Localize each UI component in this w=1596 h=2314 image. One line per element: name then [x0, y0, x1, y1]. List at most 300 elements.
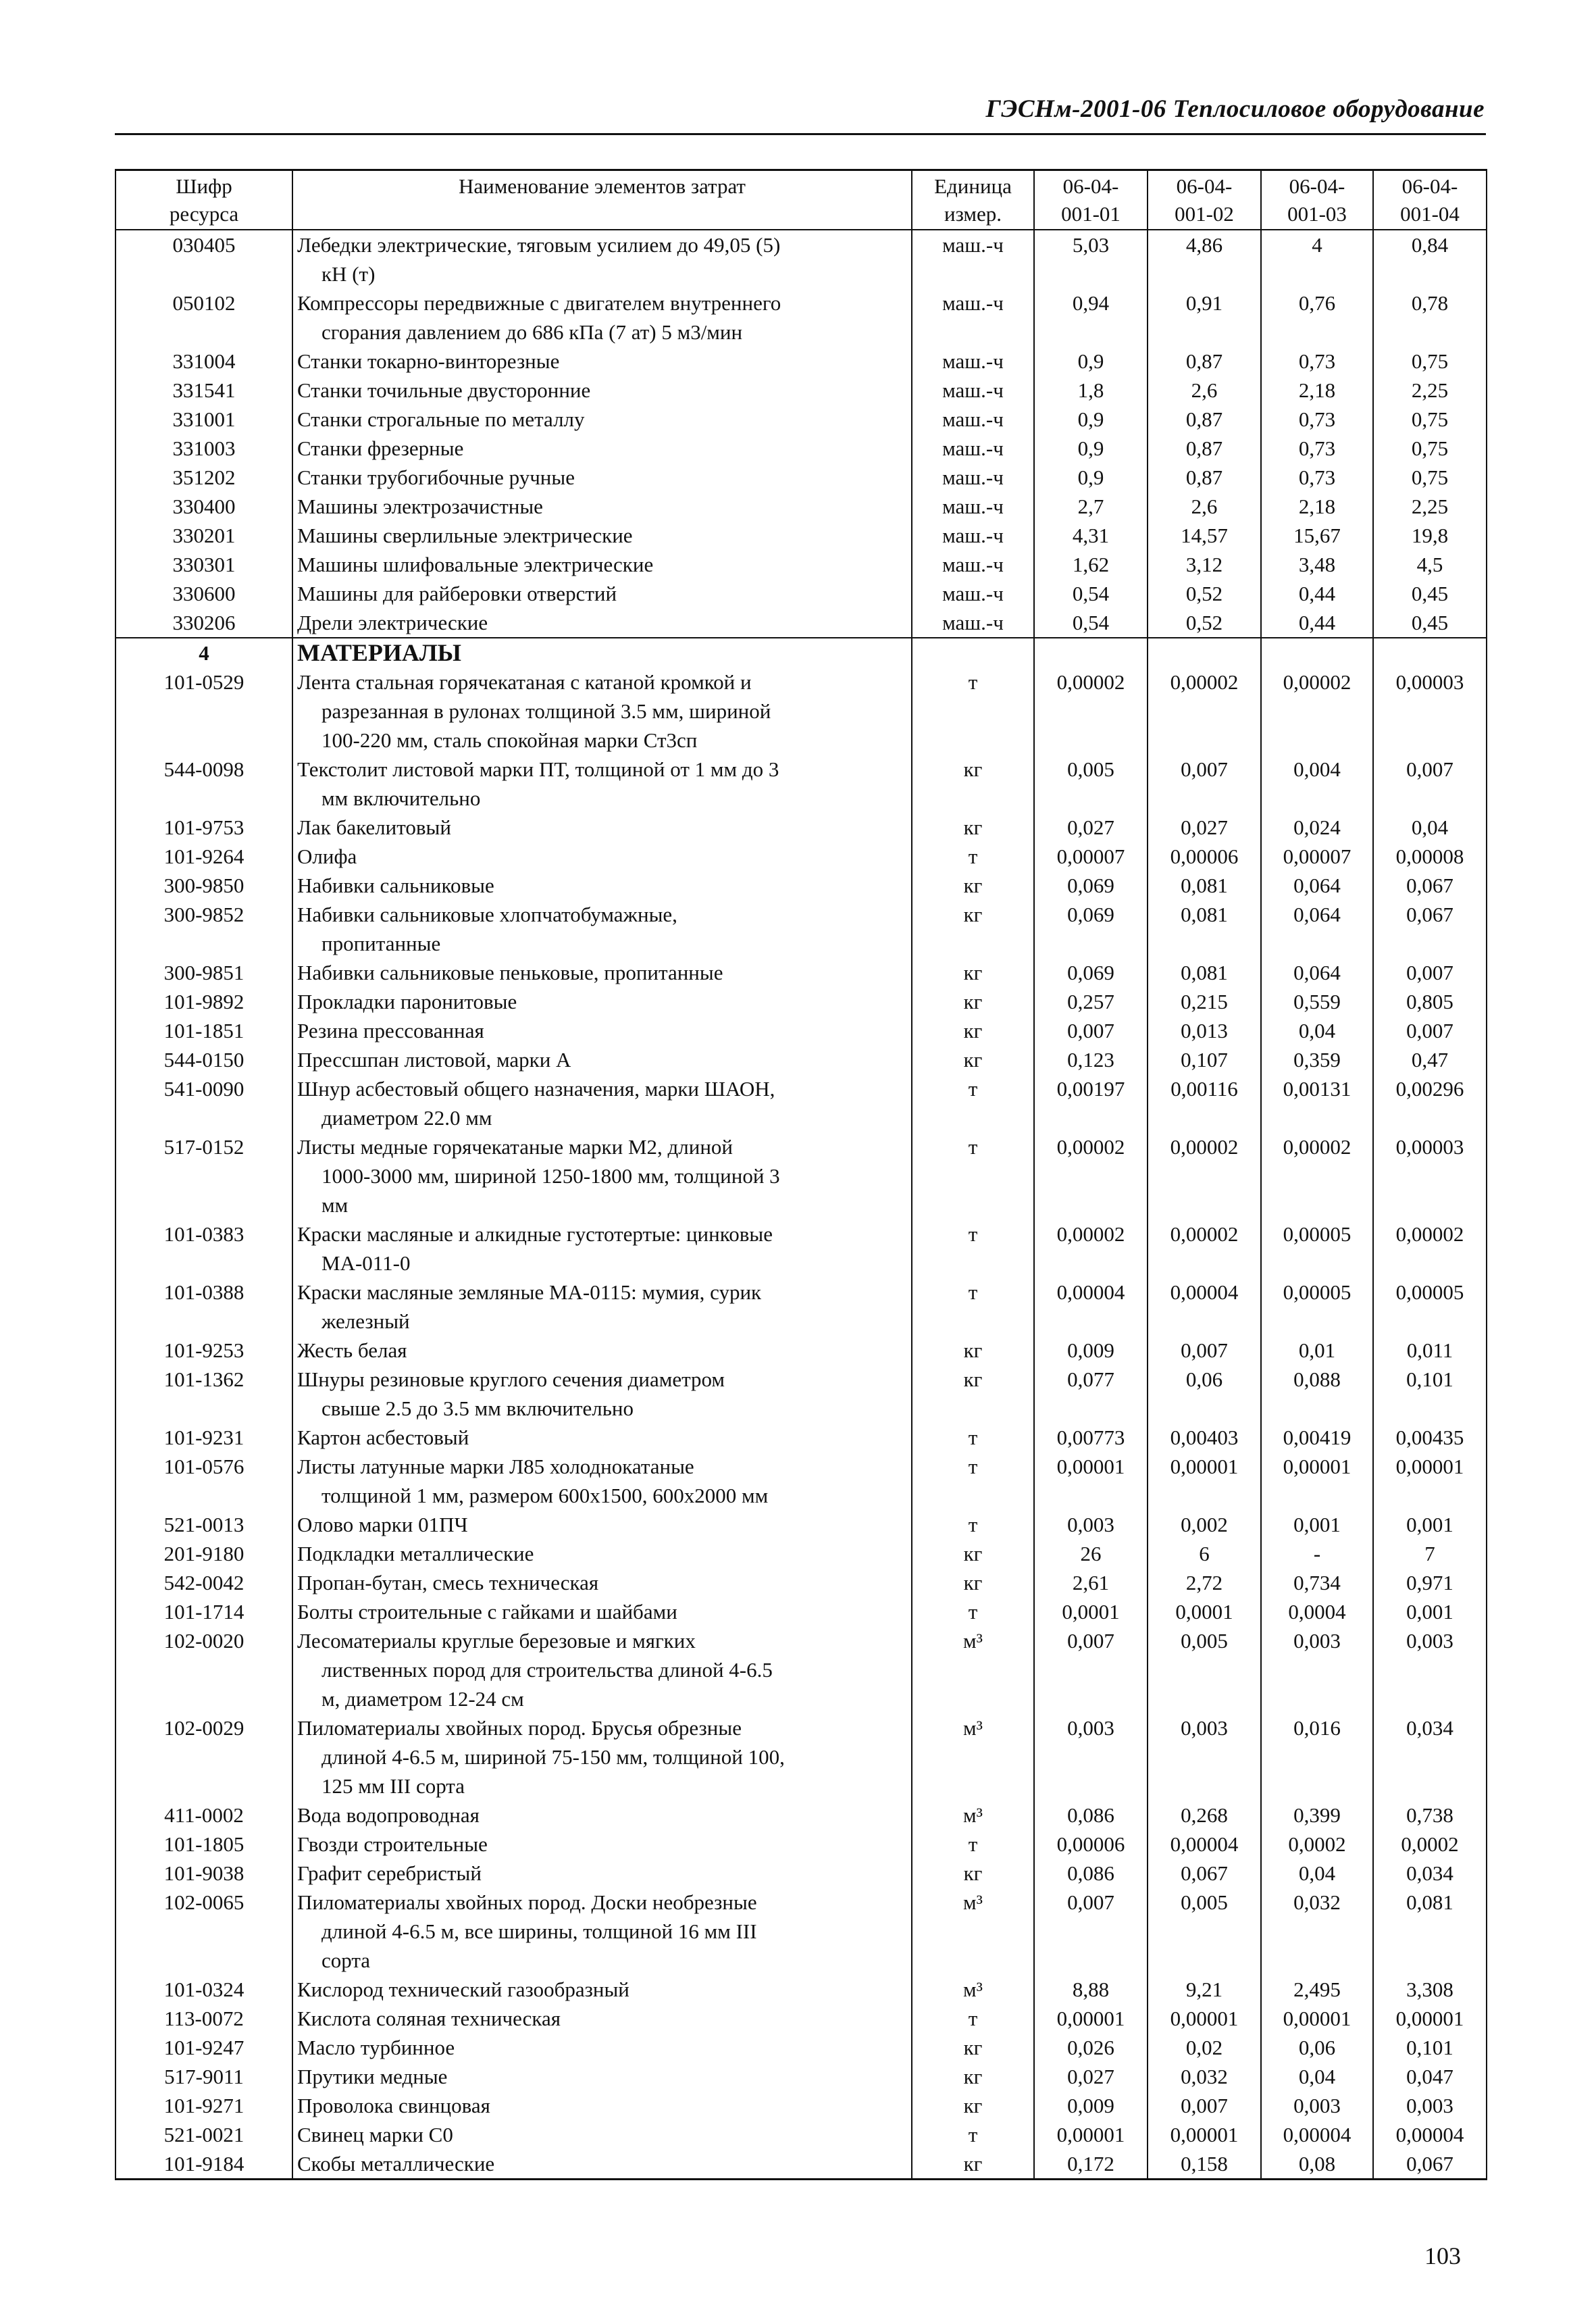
rate-value-col-01: 0,257 — [1034, 987, 1148, 1016]
rate-value-col-03: 0,734 — [1261, 1568, 1373, 1597]
rate-value-col-03: 0,00005 — [1261, 1219, 1373, 1278]
table-row — [115, 1801, 1487, 1830]
resource-code: 113-0072 — [115, 2004, 292, 2033]
rate-value-col-03: 0,04 — [1261, 2062, 1373, 2091]
rate-value-col-03: 0,01 — [1261, 1336, 1373, 1365]
rate-value-col-03: 0,004 — [1261, 755, 1373, 813]
table-row — [115, 813, 1487, 842]
rate-value-col-02: 0,003 — [1148, 1713, 1261, 1801]
rate-value-col-04: 0,007 — [1373, 958, 1487, 987]
unit-of-measure: маш.-ч — [912, 434, 1034, 463]
rate-value-col-03: 2,18 — [1261, 492, 1373, 521]
rate-value-col-04: 0,00435 — [1373, 1423, 1487, 1452]
header-line: 001-01 — [1061, 202, 1121, 226]
rate-value-col-02: 0,02 — [1148, 2033, 1261, 2062]
rate-value-col-02: 0,00116 — [1148, 1074, 1261, 1132]
resource-code: 101-1851 — [115, 1016, 292, 1045]
table-row — [115, 492, 1487, 521]
rate-value-col-04: 0,45 — [1373, 579, 1487, 608]
resource-code: 331001 — [115, 405, 292, 434]
resource-name-line: Графит серебристый — [297, 1861, 482, 1885]
table-row — [115, 900, 1487, 958]
header-col-01 — [1034, 170, 1148, 230]
resource-name — [292, 638, 912, 668]
resource-code: 101-0388 — [115, 1278, 292, 1336]
resource-name — [292, 2149, 912, 2180]
table-row — [115, 1830, 1487, 1859]
rate-value-col-03: 0,00002 — [1261, 668, 1373, 755]
resource-name-continuation: железный — [321, 1309, 410, 1333]
resource-name-continuation: свыше 2.5 до 3.5 мм включительно — [321, 1397, 634, 1420]
resource-code: 300-9852 — [115, 900, 292, 958]
resource-code: 101-9271 — [115, 2091, 292, 2120]
rate-value-col-01: 5,03 — [1034, 230, 1148, 288]
resource-name — [292, 434, 912, 463]
resource-name-line: Машины для райберовки отверстий — [297, 582, 617, 605]
resource-name-line: Кислород технический газообразный — [297, 1978, 629, 2001]
rate-value-col-04: 0,034 — [1373, 1859, 1487, 1888]
resource-name — [292, 987, 912, 1016]
rate-value-col-02: 0,00004 — [1148, 1830, 1261, 1859]
resource-code: 331004 — [115, 347, 292, 376]
rate-value-col-02: 0,00001 — [1148, 2120, 1261, 2149]
resource-name — [292, 1074, 912, 1132]
rate-value-col-03: 0,44 — [1261, 608, 1373, 638]
resource-name-line: Текстолит листовой марки ПТ, толщиной от 1 мм до 3 — [297, 757, 779, 781]
resource-name-line: Прутики медные — [297, 2065, 448, 2088]
resource-code: 4 — [115, 638, 292, 668]
unit-of-measure: маш.-ч — [912, 608, 1034, 638]
rate-value-col-03: 0,003 — [1261, 1626, 1373, 1713]
table-row — [115, 2062, 1487, 2091]
resource-name-line: Станки строгальные по металлу — [297, 407, 585, 431]
unit-of-measure: т — [912, 842, 1034, 871]
resource-name-continuation: сгорания давлением до 686 кПа (7 ат) 5 м3/мин — [321, 320, 743, 344]
rate-value-col-04: 0,001 — [1373, 1510, 1487, 1539]
rate-value-col-01: 0,0001 — [1034, 1597, 1148, 1626]
resource-name-line: Лак бакелитовый — [297, 815, 451, 839]
rate-value-col-02: 0,00004 — [1148, 1278, 1261, 1336]
resource-name — [292, 1336, 912, 1365]
rate-value-col-01: 0,069 — [1034, 871, 1148, 900]
section-row — [115, 638, 1487, 668]
rate-value-col-04: 0,011 — [1373, 1336, 1487, 1365]
resource-code: 101-9231 — [115, 1423, 292, 1452]
resource-name-line: Лесоматериалы круглые березовые и мягких — [297, 1629, 696, 1653]
table-row — [115, 608, 1487, 638]
resource-code: 101-9892 — [115, 987, 292, 1016]
rate-value-col-01: 0,027 — [1034, 2062, 1148, 2091]
rate-value-col-02: 0,87 — [1148, 463, 1261, 492]
unit-of-measure: маш.-ч — [912, 550, 1034, 579]
resource-name — [292, 1132, 912, 1219]
unit-of-measure: маш.-ч — [912, 492, 1034, 521]
table-row — [115, 842, 1487, 871]
rate-value-col-01: 0,086 — [1034, 1801, 1148, 1830]
unit-of-measure: т — [912, 2120, 1034, 2149]
rate-value-col-01: 0,00002 — [1034, 1132, 1148, 1219]
rate-value-col-01: 0,00007 — [1034, 842, 1148, 871]
unit-of-measure: т — [912, 1423, 1034, 1452]
rate-value-col-04: 0,081 — [1373, 1888, 1487, 1975]
unit-of-measure: м³ — [912, 1975, 1034, 2004]
header-unit — [912, 170, 1034, 230]
rate-value-col-01: 0,00001 — [1034, 2004, 1148, 2033]
rate-value-col-04: 0,034 — [1373, 1713, 1487, 1801]
resource-name-line: Проволока свинцовая — [297, 2094, 490, 2117]
header-col-02 — [1148, 170, 1261, 230]
page-header-title: ГЭСНм-2001-06 Теплосиловое оборудование — [985, 95, 1485, 123]
rate-value-col-01: 0,54 — [1034, 608, 1148, 638]
rate-value-col-03: 0,00004 — [1261, 2120, 1373, 2149]
resource-name — [292, 608, 912, 638]
resource-code: 101-9038 — [115, 1859, 292, 1888]
rate-value-col-01: 1,8 — [1034, 376, 1148, 405]
resource-name — [292, 1423, 912, 1452]
header-line: Единица — [934, 174, 1012, 198]
rate-value-col-01: 0,00006 — [1034, 1830, 1148, 1859]
resource-name — [292, 842, 912, 871]
rate-value-col-03: - — [1261, 1539, 1373, 1568]
table-row — [115, 1568, 1487, 1597]
resource-name — [292, 463, 912, 492]
resource-name-line: Скобы металлические — [297, 2152, 495, 2175]
resource-name-line: Краски масляные и алкидные густотертые: цинковые — [297, 1222, 773, 1246]
rate-value-col-02: 4,86 — [1148, 230, 1261, 288]
resource-code: 331541 — [115, 376, 292, 405]
rate-value-col-03: 0,00007 — [1261, 842, 1373, 871]
resource-name-continuation: мм — [321, 1193, 349, 1217]
rate-value-col-04: 0,067 — [1373, 2149, 1487, 2180]
table-row — [115, 2120, 1487, 2149]
table-row — [115, 1510, 1487, 1539]
rate-value-col-01: 0,007 — [1034, 1888, 1148, 1975]
rate-value-col-04: 0,00001 — [1373, 2004, 1487, 2033]
rate-value-col-04: 0,00003 — [1373, 1132, 1487, 1219]
rate-value-col-03: 0,73 — [1261, 347, 1373, 376]
rate-value-col-01: 0,00004 — [1034, 1278, 1148, 1336]
resource-code: 330206 — [115, 608, 292, 638]
table-header — [115, 170, 1487, 230]
rate-value-col-03: 0,00005 — [1261, 1278, 1373, 1336]
table-row — [115, 1975, 1487, 2004]
rate-value-col-01: 0,005 — [1034, 755, 1148, 813]
resource-name — [292, 376, 912, 405]
resource-name-line: Резина прессованная — [297, 1019, 484, 1042]
rate-value-col-02: 0,0001 — [1148, 1597, 1261, 1626]
rate-value-col-01: 0,00001 — [1034, 2120, 1148, 2149]
rate-value-col-01: 0,027 — [1034, 813, 1148, 842]
rate-value-col-04: 2,25 — [1373, 376, 1487, 405]
resource-name-continuation: мм включительно — [321, 786, 481, 810]
rate-value-col-02: 0,87 — [1148, 434, 1261, 463]
rate-value-col-04: 0,003 — [1373, 1626, 1487, 1713]
table-row — [115, 1539, 1487, 1568]
unit-of-measure: маш.-ч — [912, 230, 1034, 288]
rate-value-col-02: 3,12 — [1148, 550, 1261, 579]
resource-code: 330301 — [115, 550, 292, 579]
unit-of-measure: кг — [912, 2062, 1034, 2091]
unit-of-measure: кг — [912, 813, 1034, 842]
resource-name — [292, 1859, 912, 1888]
unit-of-measure: т — [912, 1510, 1034, 1539]
header-line: 06-04- — [1289, 174, 1345, 198]
rate-value-col-01: 0,9 — [1034, 405, 1148, 434]
rate-value-col-04: 0,007 — [1373, 1016, 1487, 1045]
table-row — [115, 434, 1487, 463]
unit-of-measure: кг — [912, 2033, 1034, 2062]
rate-value-col-04: 19,8 — [1373, 521, 1487, 550]
resource-name — [292, 1597, 912, 1626]
rate-value-col-03: 4 — [1261, 230, 1373, 288]
resource-code: 102-0029 — [115, 1713, 292, 1801]
resource-code: 101-1362 — [115, 1365, 292, 1423]
resource-name-continuation: диаметром 22.0 мм — [321, 1106, 492, 1130]
resource-code: 101-9753 — [115, 813, 292, 842]
unit-of-measure: кг — [912, 987, 1034, 1016]
resource-name — [292, 492, 912, 521]
rate-value-col-02: 0,005 — [1148, 1626, 1261, 1713]
rate-value-col-02: 0,107 — [1148, 1045, 1261, 1074]
rate-value-col-03: 0,08 — [1261, 2149, 1373, 2180]
table-row — [115, 347, 1487, 376]
unit-of-measure: т — [912, 1830, 1034, 1859]
resource-code: 544-0150 — [115, 1045, 292, 1074]
rate-value-col-03: 0,016 — [1261, 1713, 1373, 1801]
table-row — [115, 230, 1487, 288]
rate-value-col-02: 0,081 — [1148, 958, 1261, 987]
table-row — [115, 1859, 1487, 1888]
rate-value-col-03: 0,06 — [1261, 2033, 1373, 2062]
rate-value-col-04: 0,75 — [1373, 405, 1487, 434]
table-row — [115, 1219, 1487, 1278]
rate-value-col-03: 0,559 — [1261, 987, 1373, 1016]
rate-value-col-02: 0,032 — [1148, 2062, 1261, 2091]
header-line: 06-04- — [1176, 174, 1233, 198]
rate-value-col-03: 0,00002 — [1261, 1132, 1373, 1219]
rate-value-col-03: 0,00131 — [1261, 1074, 1373, 1132]
resource-name — [292, 1975, 912, 2004]
resource-name-continuation: 1000-3000 мм, шириной 1250-1800 мм, толщиной 3 — [321, 1164, 780, 1188]
rate-value-col-02: 0,007 — [1148, 2091, 1261, 2120]
header-line: измер. — [944, 202, 1002, 226]
table-row — [115, 1074, 1487, 1132]
rate-value-col-02: 0,00403 — [1148, 1423, 1261, 1452]
rate-value-col-01: 0,123 — [1034, 1045, 1148, 1074]
rate-value-col-02: 0,007 — [1148, 755, 1261, 813]
rate-value-col-03: 0,73 — [1261, 434, 1373, 463]
resource-name — [292, 1045, 912, 1074]
resource-name — [292, 1568, 912, 1597]
unit-of-measure: м³ — [912, 1888, 1034, 1975]
unit-of-measure: кг — [912, 1859, 1034, 1888]
unit-of-measure: кг — [912, 755, 1034, 813]
rate-value-col-04: 0,00296 — [1373, 1074, 1487, 1132]
resource-name-line: Дрели электрические — [297, 611, 488, 634]
rate-value-col-01: 0,00002 — [1034, 668, 1148, 755]
resource-name — [292, 2062, 912, 2091]
resource-code: 517-0152 — [115, 1132, 292, 1219]
resource-name-line: Лебедки электрические, тяговым усилием до 49,05 (5) — [297, 233, 781, 257]
table-row — [115, 871, 1487, 900]
unit-of-measure: т — [912, 1132, 1034, 1219]
rate-value-col-03: 0,399 — [1261, 1801, 1373, 1830]
rate-value-col-02: 0,002 — [1148, 1510, 1261, 1539]
resource-name — [292, 2120, 912, 2149]
unit-of-measure: кг — [912, 1045, 1034, 1074]
resource-name-line: МАТЕРИАЛЫ — [297, 639, 461, 666]
resource-name — [292, 1219, 912, 1278]
table-row — [115, 463, 1487, 492]
unit-of-measure: кг — [912, 900, 1034, 958]
table-row — [115, 1423, 1487, 1452]
rate-value-col-04: 0,00008 — [1373, 842, 1487, 871]
resource-name-line: Станки фрезерные — [297, 436, 464, 460]
unit-of-measure: т — [912, 668, 1034, 755]
rate-value-col-02: 0,00002 — [1148, 1132, 1261, 1219]
resource-name-continuation: сорта — [321, 1948, 371, 1972]
rate-value-col-04: 0,805 — [1373, 987, 1487, 1016]
header-col-03 — [1261, 170, 1373, 230]
resource-code: 544-0098 — [115, 755, 292, 813]
table-row — [115, 1713, 1487, 1801]
rate-value-col-01: 4,31 — [1034, 521, 1148, 550]
rate-value-col-02: 0,007 — [1148, 1336, 1261, 1365]
rate-value-col-01: 2,61 — [1034, 1568, 1148, 1597]
resource-name-continuation: МА-011-0 — [321, 1251, 411, 1275]
resource-name-line: Лента стальная горячекатаная с катаной кромкой и — [297, 670, 752, 694]
rate-value-col-03: 2,18 — [1261, 376, 1373, 405]
rate-value-col-04: 0,45 — [1373, 608, 1487, 638]
resource-name-line: Масло турбинное — [297, 2036, 455, 2059]
rate-value-col-02: 0,215 — [1148, 987, 1261, 1016]
rate-value-col-02: 2,6 — [1148, 492, 1261, 521]
rate-value-col-02: 0,00006 — [1148, 842, 1261, 871]
table-row — [115, 2004, 1487, 2033]
rate-value-col-03: 0,064 — [1261, 871, 1373, 900]
resource-code: 300-9851 — [115, 958, 292, 987]
unit-of-measure: кг — [912, 958, 1034, 987]
table-body — [115, 230, 1487, 2180]
resource-code: 411-0002 — [115, 1801, 292, 1830]
resource-code: 101-0529 — [115, 668, 292, 755]
rate-value-col-01: 0,069 — [1034, 900, 1148, 958]
table-row — [115, 958, 1487, 987]
resource-name-line: Станки токарно-винторезные — [297, 349, 560, 373]
header-code — [115, 170, 292, 230]
rate-value-col-03: 0,44 — [1261, 579, 1373, 608]
resource-name — [292, 1365, 912, 1423]
rate-value-col-01: 1,62 — [1034, 550, 1148, 579]
resource-name — [292, 521, 912, 550]
header-col-04 — [1373, 170, 1487, 230]
table-row — [115, 405, 1487, 434]
table-row — [115, 1626, 1487, 1713]
resource-code: 101-0383 — [115, 1219, 292, 1278]
resource-name — [292, 347, 912, 376]
resource-code: 101-9253 — [115, 1336, 292, 1365]
resource-code: 331003 — [115, 434, 292, 463]
resource-code: 330400 — [115, 492, 292, 521]
resource-code: 330201 — [115, 521, 292, 550]
resource-name — [292, 1539, 912, 1568]
rate-value-col-04: 0,0002 — [1373, 1830, 1487, 1859]
rate-value-col-04: 0,00001 — [1373, 1452, 1487, 1510]
rate-value-col-03: 0,088 — [1261, 1365, 1373, 1423]
rate-value-col-02: 9,21 — [1148, 1975, 1261, 2004]
resource-name-line: Пиломатериалы хвойных пород. Брусья обрезные — [297, 1716, 742, 1740]
rate-value-col-01: 0,00001 — [1034, 1452, 1148, 1510]
resource-name-line: Болты строительные с гайками и шайбами — [297, 1600, 677, 1624]
header-line: Шифр — [176, 174, 232, 198]
rate-value-col-03: 0,73 — [1261, 463, 1373, 492]
rate-value-col-01: 0,007 — [1034, 1626, 1148, 1713]
resource-name-line: Пропан-бутан, смесь техническая — [297, 1571, 599, 1594]
rate-value-col-03: 0,359 — [1261, 1045, 1373, 1074]
unit-of-measure: маш.-ч — [912, 347, 1034, 376]
rate-value-col-01: 0,003 — [1034, 1713, 1148, 1801]
resource-name — [292, 550, 912, 579]
rate-value-col-04: 0,738 — [1373, 1801, 1487, 1830]
resource-name-line: Олифа — [297, 845, 357, 868]
table-row — [115, 1016, 1487, 1045]
rate-value-col-03: 3,48 — [1261, 550, 1373, 579]
resource-name-line: Вода водопроводная — [297, 1803, 480, 1827]
resource-name-line: Олово марки 01ПЧ — [297, 1513, 468, 1536]
resource-code: 102-0065 — [115, 1888, 292, 1975]
rate-value-col-02: 0,158 — [1148, 2149, 1261, 2180]
unit-of-measure: маш.-ч — [912, 405, 1034, 434]
resource-code: 050102 — [115, 288, 292, 347]
table-row — [115, 755, 1487, 813]
header-line: 06-04- — [1062, 174, 1119, 198]
resource-code: 101-9184 — [115, 2149, 292, 2180]
rate-value-col-02: 0,067 — [1148, 1859, 1261, 1888]
resource-name-line: Гвозди строительные — [297, 1832, 488, 1856]
resource-code: 101-0324 — [115, 1975, 292, 2004]
resource-code: 101-1714 — [115, 1597, 292, 1626]
resource-name — [292, 871, 912, 900]
rate-value-col-01: 0,009 — [1034, 1336, 1148, 1365]
rate-value-col-03: 0,76 — [1261, 288, 1373, 347]
rate-value-col-01: 2,7 — [1034, 492, 1148, 521]
resource-name — [292, 1510, 912, 1539]
resource-code: 300-9850 — [115, 871, 292, 900]
rate-value-col-01: 0,9 — [1034, 347, 1148, 376]
resource-name-line: Станки точильные двусторонние — [297, 378, 591, 402]
rate-value-col-03: 0,04 — [1261, 1016, 1373, 1045]
rate-value-col-03 — [1261, 638, 1373, 668]
rate-value-col-04: 0,001 — [1373, 1597, 1487, 1626]
rate-value-col-02: 6 — [1148, 1539, 1261, 1568]
rate-value-col-04: 0,04 — [1373, 813, 1487, 842]
resource-code: 517-9011 — [115, 2062, 292, 2091]
resource-name-line: Набивки сальниковые хлопчатобумажные, — [297, 903, 677, 926]
resource-name — [292, 755, 912, 813]
rate-value-col-02: 0,52 — [1148, 608, 1261, 638]
rate-value-col-04: 0,101 — [1373, 2033, 1487, 2062]
rate-value-col-01: 0,94 — [1034, 288, 1148, 347]
rate-value-col-02: 0,87 — [1148, 347, 1261, 376]
resource-name — [292, 1626, 912, 1713]
page-number: 103 — [1424, 2242, 1461, 2269]
table-row — [115, 521, 1487, 550]
resource-code: 541-0090 — [115, 1074, 292, 1132]
rate-value-col-01 — [1034, 638, 1148, 668]
resource-name-line: Кислота соляная техническая — [297, 2007, 561, 2030]
resource-name — [292, 668, 912, 755]
resource-name-line: Станки трубогибочные ручные — [297, 466, 575, 489]
